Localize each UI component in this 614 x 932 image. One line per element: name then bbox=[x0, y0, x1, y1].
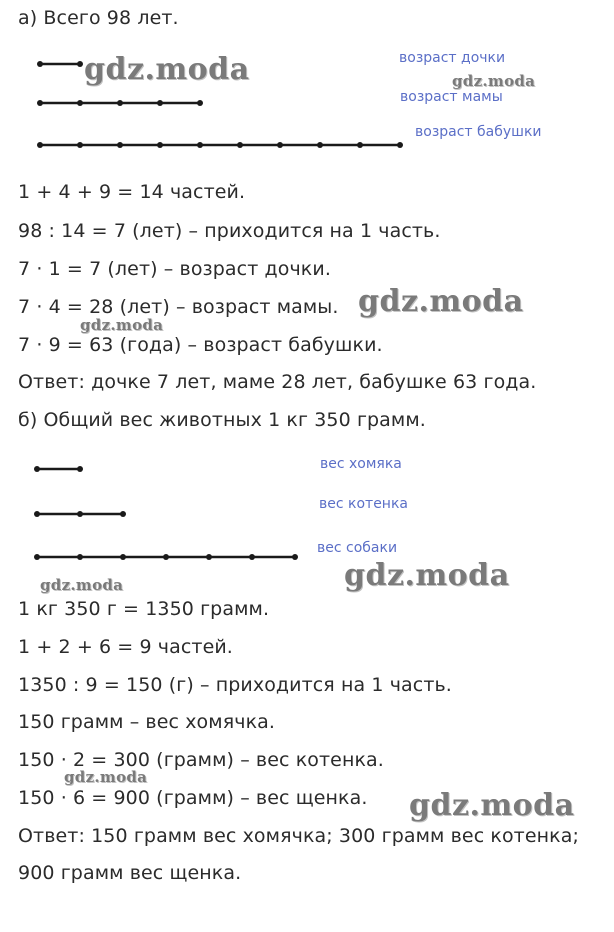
part-a-segment-1-tick bbox=[77, 61, 83, 67]
diagram-part-b bbox=[34, 466, 298, 560]
part-a-segment-2-tick bbox=[197, 100, 203, 106]
part-b-answer-2: 900 грамм вес щенка. bbox=[18, 862, 242, 884]
watermark: gdz.moda bbox=[452, 72, 536, 90]
label-grandmother-age: возраст бабушки bbox=[415, 124, 542, 140]
part-a-segment-3-tick bbox=[357, 142, 363, 148]
part-b-line-5: 150 · 2 = 300 (грамм) – вес котенка. bbox=[18, 749, 384, 771]
part-b-segment-3-tick bbox=[163, 554, 169, 560]
part-b-segment-3-tick bbox=[249, 554, 255, 560]
part-a-line-2: 98 : 14 = 7 (лет) – приходится на 1 часть. bbox=[18, 220, 441, 242]
part-a-segment-3-tick bbox=[117, 142, 123, 148]
part-b-segment-3-tick bbox=[77, 554, 83, 560]
part-b-segment-1-tick bbox=[77, 466, 83, 472]
part-b-segment-3-tick bbox=[34, 554, 40, 560]
part-a-line-5: 7 · 9 = 63 (года) – возраст бабушки. bbox=[18, 334, 383, 356]
label-daughter-age: возраст дочки bbox=[399, 50, 506, 66]
part-a-segment-3-tick bbox=[37, 142, 43, 148]
part-a-segment-2-tick bbox=[157, 100, 163, 106]
part-a-line-3: 7 · 1 = 7 (лет) – возраст дочки. bbox=[18, 258, 331, 280]
watermark: gdz.moda bbox=[40, 576, 124, 594]
label-kitten-weight: вес котенка bbox=[319, 496, 408, 512]
part-b-segment-2-tick bbox=[34, 511, 40, 517]
part-b-line-3: 1350 : 9 = 150 (г) – приходится на 1 часть. bbox=[18, 674, 452, 696]
part-b-line-6: 150 · 6 = 900 (грамм) – вес щенка. bbox=[18, 787, 368, 809]
label-hamster-weight: вес хомяка bbox=[320, 456, 402, 472]
label-mother-age: возраст мамы bbox=[400, 89, 503, 105]
part-a-segment-3-tick bbox=[157, 142, 163, 148]
watermark: gdz.moda bbox=[64, 768, 148, 786]
watermark: gdz.moda bbox=[358, 284, 524, 319]
part-b-line-4: 150 грамм – вес хомячка. bbox=[18, 711, 276, 733]
part-b-segment-1-tick bbox=[34, 466, 40, 472]
part-a-segment-1-tick bbox=[37, 61, 43, 67]
watermark: gdz.moda bbox=[84, 52, 250, 87]
part-a-line-1: 1 + 4 + 9 = 14 частей. bbox=[18, 181, 246, 203]
part-b-segment-3-tick bbox=[206, 554, 212, 560]
part-b-line-2: 1 + 2 + 6 = 9 частей. bbox=[18, 636, 233, 658]
part-b-segment-2-tick bbox=[120, 511, 126, 517]
part-a-segment-3-tick bbox=[317, 142, 323, 148]
watermark: gdz.moda bbox=[409, 788, 575, 823]
part-a-heading: а) Всего 98 лет. bbox=[18, 7, 179, 29]
watermark: gdz.moda bbox=[344, 558, 510, 593]
part-b-line-1: 1 кг 350 г = 1350 грамм. bbox=[18, 598, 270, 620]
part-b-answer-1: Ответ: 150 грамм вес хомячка; 300 грамм вес котенка; bbox=[18, 825, 579, 847]
part-a-segment-3-tick bbox=[197, 142, 203, 148]
watermark: gdz.moda bbox=[80, 316, 164, 334]
part-a-segment-2-tick bbox=[37, 100, 43, 106]
part-b-segment-3-tick bbox=[292, 554, 298, 560]
part-b-segment-2-tick bbox=[77, 511, 83, 517]
part-b-segment-3-tick bbox=[120, 554, 126, 560]
part-a-segment-2-tick bbox=[77, 100, 83, 106]
part-a-answer: Ответ: дочке 7 лет, маме 28 лет, бабушке 63 года. bbox=[18, 371, 537, 393]
part-a-line-4: 7 · 4 = 28 (лет) – возраст мамы. bbox=[18, 296, 339, 318]
part-a-segment-3-tick bbox=[77, 142, 83, 148]
part-a-segment-3-tick bbox=[397, 142, 403, 148]
part-a-segment-2-tick bbox=[117, 100, 123, 106]
part-b-heading: б) Общий вес животных 1 кг 350 грамм. bbox=[18, 409, 426, 431]
part-a-segment-3-tick bbox=[237, 142, 243, 148]
label-dog-weight: вес собаки bbox=[317, 540, 398, 556]
part-a-segment-3-tick bbox=[277, 142, 283, 148]
